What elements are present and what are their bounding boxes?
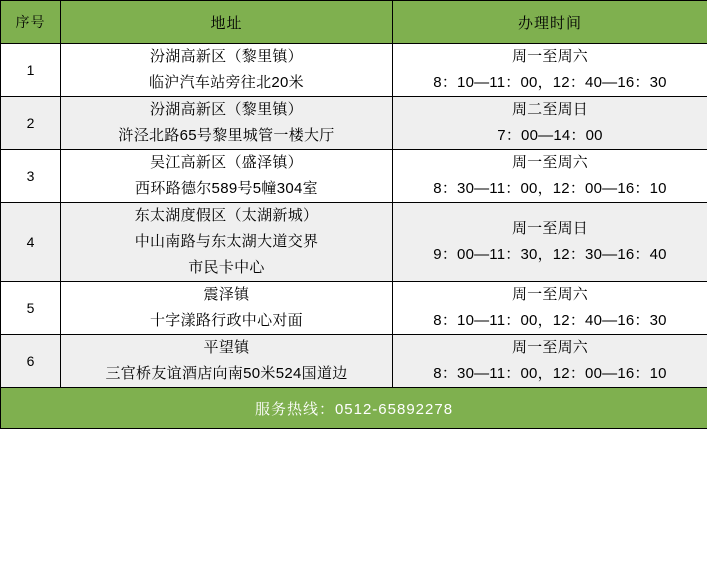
- time-hours: 8：30—11：00，12：00—16：10: [433, 180, 667, 197]
- time-days: 周一至周六: [511, 154, 588, 171]
- address-line: 三官桥友谊酒店向南50米524国道边: [105, 365, 348, 382]
- table-row: [1, 44, 707, 97]
- address-line: 浒泾北路65号黎里城管一楼大厅: [118, 127, 335, 144]
- table-row: [1, 203, 707, 282]
- time-days: 周一至周六: [511, 339, 588, 356]
- table-row: [1, 282, 707, 335]
- time-hours: 8：30—11：00，12：00—16：10: [433, 365, 667, 382]
- address-line: 汾湖高新区（黎里镇）: [149, 48, 303, 65]
- column-header-no: 序号: [1, 1, 61, 44]
- time-days: 周一至周日: [511, 220, 588, 237]
- address-line: 东太湖度假区（太湖新城）: [134, 207, 319, 224]
- table-header: [1, 1, 707, 44]
- service-hotline: 服务热线：0512-65892278: [1, 388, 707, 429]
- address-line: 吴江高新区（盛泽镇）: [149, 154, 303, 171]
- address-line: 市民卡中心: [188, 259, 265, 276]
- row-address: [61, 150, 393, 203]
- row-address: [61, 335, 393, 388]
- row-time: [393, 282, 707, 335]
- time-days: 周一至周六: [511, 48, 588, 65]
- row-number: 4: [1, 203, 61, 282]
- table-row: [1, 335, 707, 388]
- time-hours: 7：00—14：00: [497, 127, 603, 144]
- address-line: 临沪汽车站旁往北20米: [149, 74, 304, 91]
- row-address: [61, 44, 393, 97]
- row-number: 5: [1, 282, 61, 335]
- address-line: 十字漾路行政中心对面: [149, 312, 303, 329]
- table-footer-row: [1, 388, 707, 429]
- time-hours: 9：00—11：30，12：30—16：40: [433, 246, 667, 263]
- address-line: 汾湖高新区（黎里镇）: [149, 101, 303, 118]
- row-time: [393, 97, 707, 150]
- row-address: [61, 282, 393, 335]
- row-time: [393, 150, 707, 203]
- time-hours: 8：10—11：00，12：40—16：30: [433, 74, 667, 91]
- table-footer: [1, 388, 707, 429]
- column-header-time: 办理时间: [393, 1, 707, 44]
- time-hours: 8：10—11：00，12：40—16：30: [433, 312, 667, 329]
- row-time: [393, 44, 707, 97]
- row-number: 3: [1, 150, 61, 203]
- address-line: 中山南路与东太湖大道交界: [134, 233, 319, 250]
- table-header-row: [1, 1, 707, 44]
- table-row: [1, 150, 707, 203]
- address-line: 平望镇: [203, 339, 250, 356]
- table-row: [1, 97, 707, 150]
- row-number: 2: [1, 97, 61, 150]
- row-number: 1: [1, 44, 61, 97]
- row-time: [393, 335, 707, 388]
- row-time: [393, 203, 707, 282]
- time-days: 周一至周六: [511, 286, 588, 303]
- time-days: 周二至周日: [511, 101, 588, 118]
- row-address: [61, 97, 393, 150]
- row-number: 6: [1, 335, 61, 388]
- row-address: [61, 203, 393, 282]
- column-header-address: 地址: [61, 1, 393, 44]
- address-line: 震泽镇: [203, 286, 250, 303]
- table-body: [1, 44, 707, 388]
- address-line: 西环路德尔589号5幢304室: [135, 180, 318, 197]
